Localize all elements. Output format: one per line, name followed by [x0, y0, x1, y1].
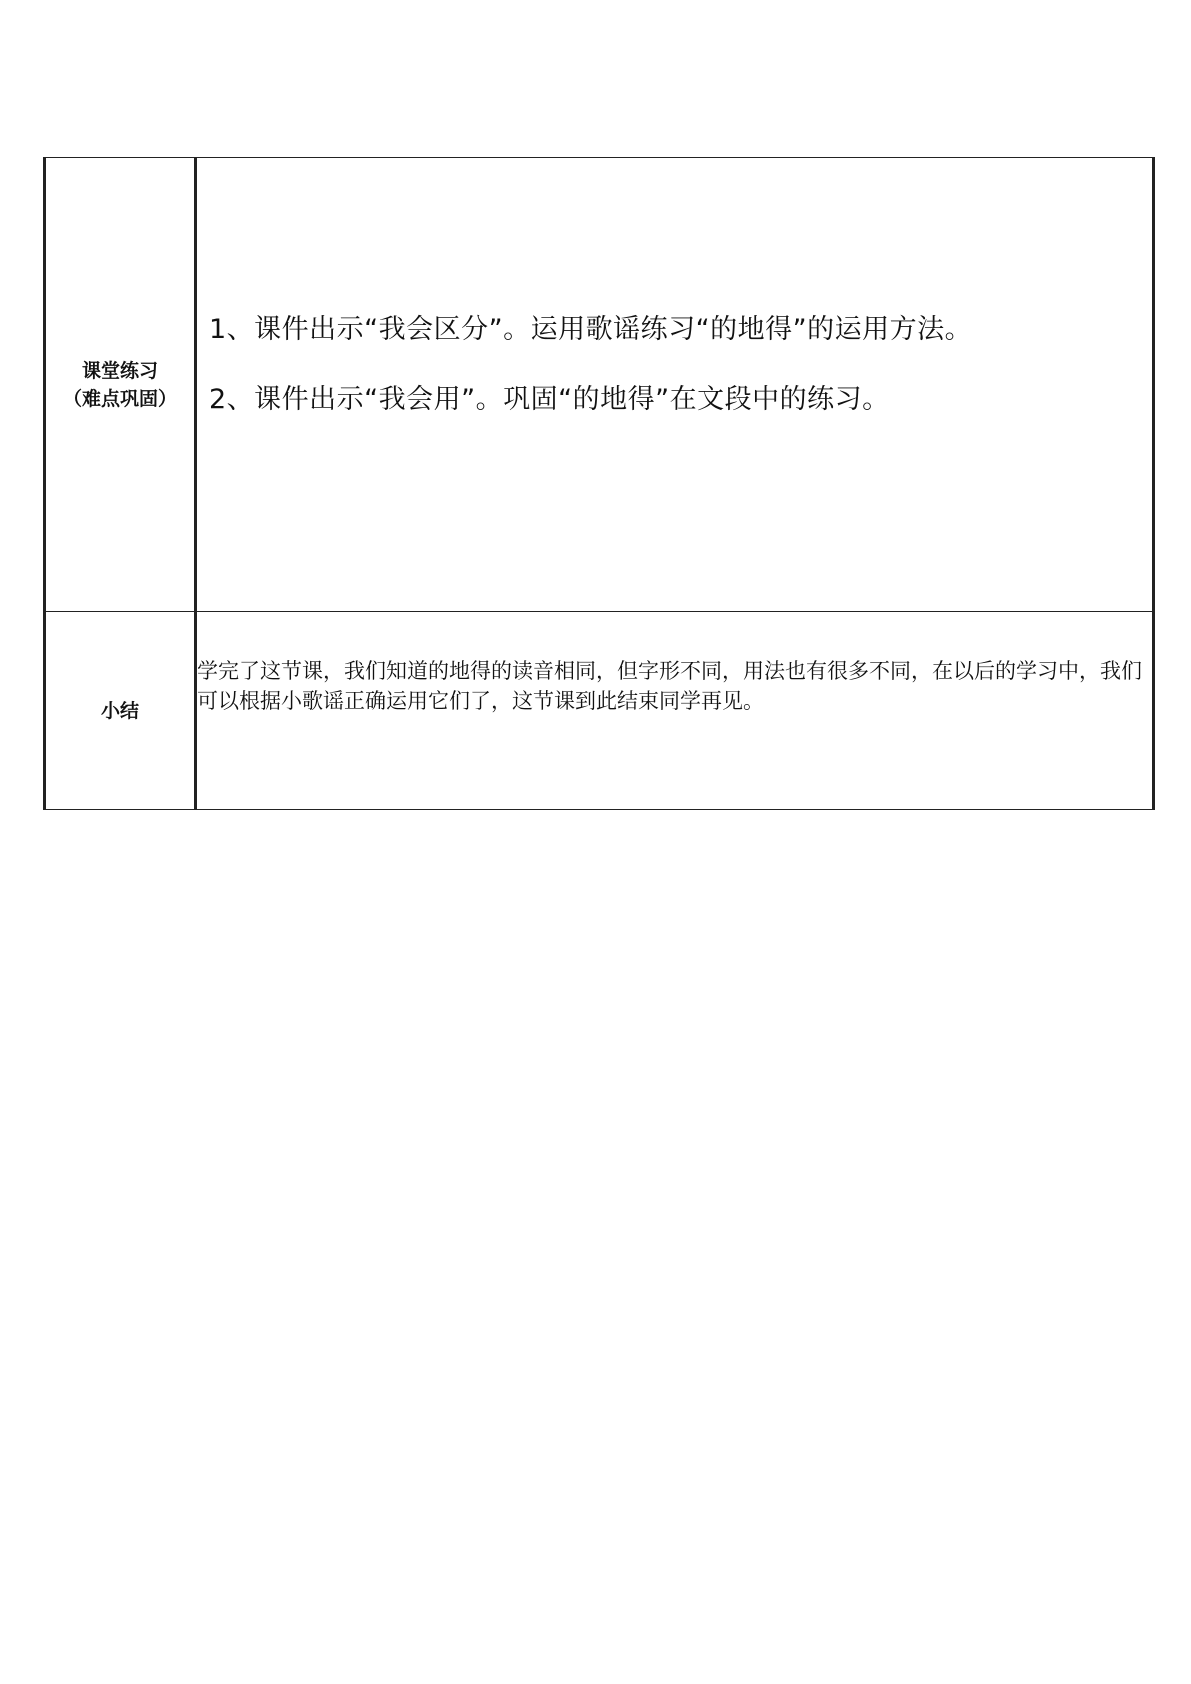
practice-sublabel: （难点巩固）: [62, 387, 177, 410]
summary-text: 学完了这节课，我们知道的地得的读音相同，但字形不同，用法也有很多不同，在以后的学习中，我们可以根据小歌谣正确运用它们了，这节课到此结束同学再见。: [197, 659, 1142, 713]
summary-label-cell: [45, 612, 196, 810]
practice-item-1: 1、课件出示“我会区分”。运用歌谣练习“的地得”的运用方法。: [209, 313, 973, 345]
practice-label-cell: [45, 158, 196, 612]
summary-label: 小结: [100, 699, 139, 722]
practice-item-2: 2、课件出示“我会用”。巩固“的地得”在文段中的练习。: [209, 383, 890, 415]
practice-label: 课堂练习: [81, 359, 158, 382]
table-row-summary: [45, 612, 1154, 810]
practice-content-cell: [196, 158, 1154, 612]
lesson-plan-table: [43, 157, 1155, 810]
summary-content-cell: [196, 612, 1154, 810]
table-row-practice: [45, 158, 1154, 612]
